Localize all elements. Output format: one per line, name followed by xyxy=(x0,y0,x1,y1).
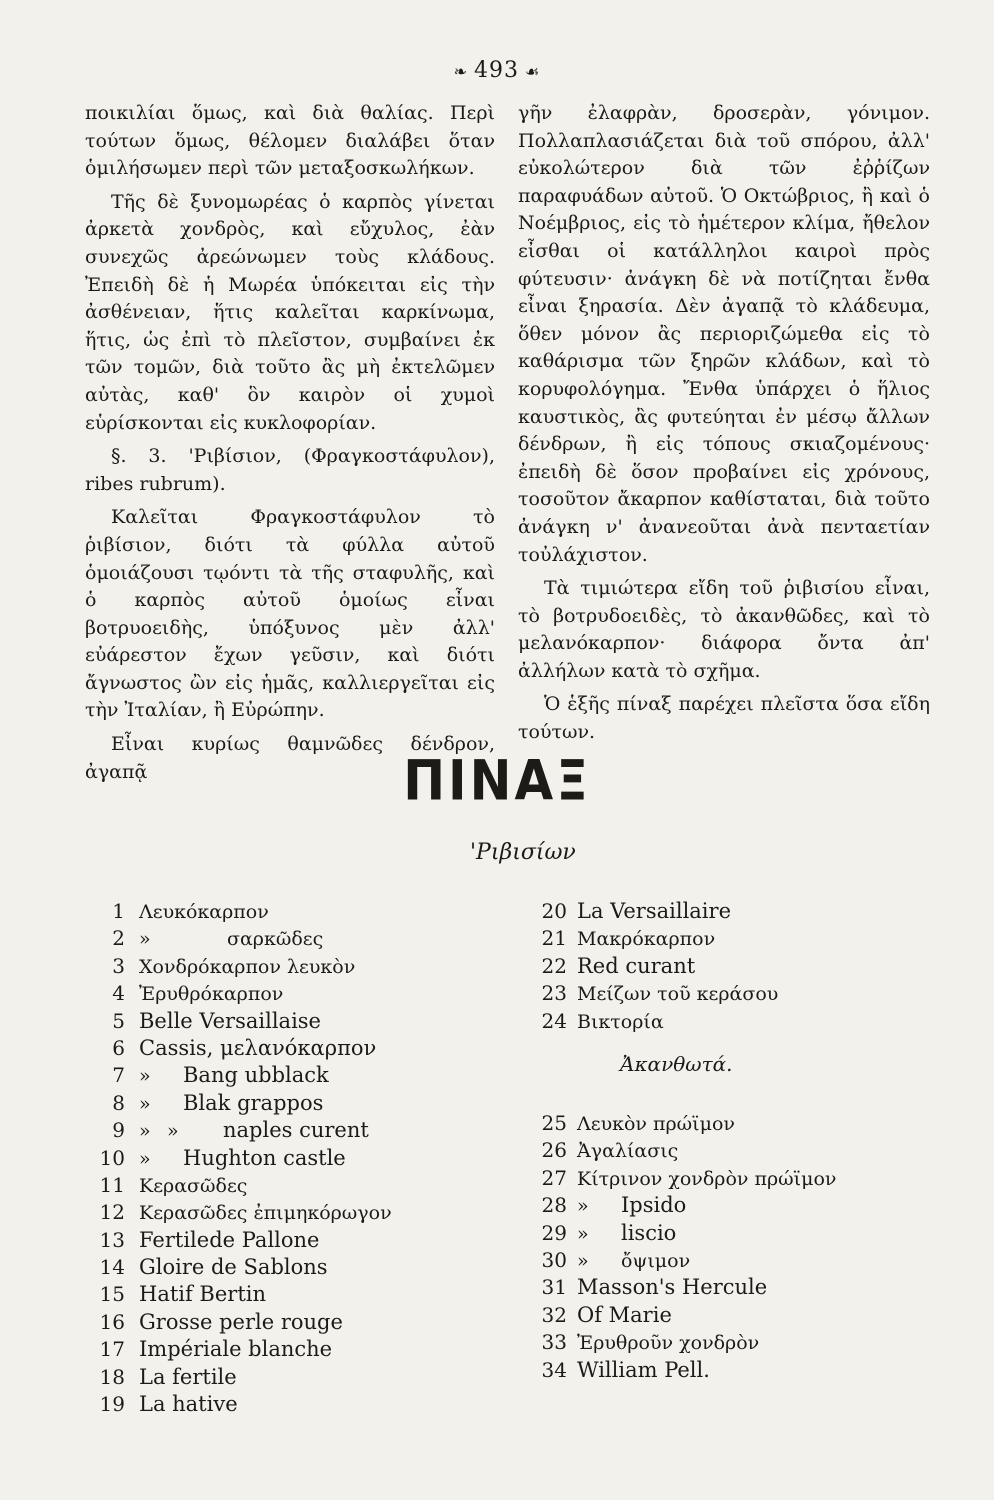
item-number: 6 xyxy=(112,1035,125,1060)
list-item xyxy=(533,898,963,925)
ornament-right-icon: ☙ xyxy=(525,62,541,81)
page-number: ❧ 493 ☙ xyxy=(453,58,541,83)
list-item xyxy=(533,1220,963,1247)
item-number: 2 xyxy=(112,926,125,951)
item-number: 18 xyxy=(99,1364,125,1389)
item-number: 19 xyxy=(99,1392,125,1417)
item-name: Λευκόκαρπον xyxy=(139,901,269,923)
item-name: Λευκὸν πρώϊμον xyxy=(577,1113,735,1135)
item-name: Hatif Bertin xyxy=(139,1282,267,1307)
list-item xyxy=(95,980,525,1007)
item-number: 28 xyxy=(541,1193,567,1218)
item-name: Red curant xyxy=(577,953,696,978)
list-item xyxy=(95,1391,525,1418)
ditto-mark: » xyxy=(139,1147,151,1170)
item-number: 5 xyxy=(112,1008,125,1033)
item-number: 8 xyxy=(112,1090,125,1115)
list-item xyxy=(95,1281,525,1308)
item-name: Μακρόκαρπον xyxy=(577,928,716,951)
item-number: 7 xyxy=(112,1063,125,1088)
variety-list-left xyxy=(95,898,525,1418)
item-number: 34 xyxy=(541,1357,567,1382)
item-name: La fertile xyxy=(139,1364,237,1389)
item-number: 14 xyxy=(99,1255,125,1280)
ditto-mark: » xyxy=(577,1249,589,1272)
item-number: 3 xyxy=(112,953,125,978)
item-number: 24 xyxy=(541,1008,567,1033)
item-name: Κερασῶδες xyxy=(139,1174,248,1197)
list-item xyxy=(533,1137,963,1164)
item-name: Ἐρυθροῦν χονδρὸν xyxy=(577,1332,760,1355)
table-title: ΠΙΝΑΞ xyxy=(403,749,591,813)
paragraph: Τῆς δὲ ξυνομωρέας ὁ καρπὸς γίνεται ἀρκετὰ χονδρὸς, καὶ εὔχυλος, ἐὰν συνεχῶς ἀρεώνωμεν τοὺς κλάδους. Ἐπειδὴ δὲ ἡ Μωρέα ὑπόκειται εἰς τὴν ἀσθένειαν, ἥτις καλεῖται καρκίνωμα, ἥτις, ὡς ἐπὶ τὸ πλεῖστον, συμβαίνει ἐκ τῶν τομῶν, διὰ τοῦτο ἂς μὴ ἐκτελῶμεν αὐτὰς, καθ' ὃν καιρὸν οἱ χυμοὶ εὑρίσκονται εἰς κυκλοφορίαν. xyxy=(85,190,495,434)
ditto-mark: » xyxy=(139,928,151,951)
list-item xyxy=(533,925,963,952)
list-item xyxy=(95,1309,525,1336)
list-item xyxy=(95,1364,525,1391)
item-name: Βικτορία xyxy=(577,1010,664,1033)
list-item xyxy=(95,1336,525,1363)
item-name: Masson's Hercule xyxy=(577,1275,768,1300)
list-item xyxy=(95,1145,525,1172)
list-item xyxy=(533,953,963,980)
list-item xyxy=(95,1035,525,1062)
item-name: Μείζων τοῦ κεράσου xyxy=(577,983,779,1006)
list-item xyxy=(533,1357,963,1384)
list-item xyxy=(95,1008,525,1035)
item-name: Κερασῶδες ἐπιμηκόρωγον xyxy=(139,1202,392,1225)
item-name: Hughton castle xyxy=(183,1145,346,1170)
paragraph: §. 3. 'Ριβίσιον, (Φραγκοστάφυλον), ribes rubrum). xyxy=(85,445,495,495)
table-subtitle: 'Ριβισίων xyxy=(470,840,576,865)
item-name: La hative xyxy=(139,1392,238,1417)
ornament-left-icon: ❧ xyxy=(453,62,469,81)
ditto-mark: » xyxy=(577,1222,589,1245)
list-item xyxy=(95,898,525,925)
item-name: Χονδρόκαρπον λευκὸν xyxy=(139,955,356,978)
left-column xyxy=(85,100,495,786)
ditto-mark: » xyxy=(139,1092,151,1115)
list-item xyxy=(533,1274,963,1301)
item-number: 15 xyxy=(99,1282,125,1307)
ditto-mark: » xyxy=(167,1120,179,1143)
paragraph: Καλεῖται Φραγκοστάφυλον τὸ ῥιβίσιον, διότι τὰ φύλλα αὐτοῦ ὁμοιάζουσι τῳόντι τὰ τῆς σταφυλῆς, καὶ ὁ καρπὸς αὐτοῦ ὁμοίως εἶναι βοτρυοειδὴς, ὑπόξυνος μὲν ἀλλ' εὐάρεστον ἔχων γεῦσιν, καὶ διότι ἄγνωστος ὢν εἰς ἡμᾶς, καλλιεργεῖται εἰς τὴν Ἰταλίαν, ἢ Εὐρώπην. xyxy=(85,506,495,722)
list-item xyxy=(533,1192,963,1219)
item-number: 27 xyxy=(541,1165,567,1190)
list-item xyxy=(533,1247,963,1274)
section-heading-thorny: Ἀκανθωτά. xyxy=(620,1052,733,1076)
list-item xyxy=(533,1329,963,1356)
ditto-mark: » xyxy=(139,1120,151,1143)
item-name: σαρκῶδες xyxy=(227,928,324,951)
item-number: 23 xyxy=(541,981,567,1006)
list-item xyxy=(533,1110,963,1137)
item-name: Fertilede Pallone xyxy=(139,1227,320,1252)
item-number: 26 xyxy=(541,1138,567,1163)
list-item xyxy=(533,1165,963,1192)
item-name: ὄψιμον xyxy=(621,1249,691,1272)
item-number: 30 xyxy=(541,1247,567,1272)
paragraph: γῆν ἐλαφρὰν, δροσερὰν, γόνιμον. Πολλαπλασιάζεται διὰ τοῦ σπόρου, ἀλλ' εὐκολώτερον διὰ τῶν ἐῤῥίζων παραφυάδων αὐτοῦ. Ὁ Οκτώβριος, ἢ καὶ ὁ Νοέμβριος, εἰς τὸ ἡμέτερον κλίμα, ἤθελον εἶσθαι οἱ κατάλληλοι καιροὶ πρὸς φύτευσιν· ἀνάγκη δὲ νὰ ποτίζηται ἔνθα εἶναι ξηρασία. Δὲν ἀγαπᾷ τὸ κλάδευμα, ὅθεν μόνον ἂς περιοριζώμεθα εἰς τὸ καθάρισμα τῶν ξηρῶν κλάδων, καὶ τὸ κορυφολόγημα. Ἔνθα ὑπάρχει ὁ ἥλιος καυστικὸς, ἂς φυτεύηται ἐν μέσῳ ἄλλων δένδρων, ἢ εἰς τόπους σκιαζομένους· ἐπειδὴ δὲ ὅσον προβαίνει εἰς χρόνους, τοσοῦτον ἄκαρπον καθίσταται, διὰ τοῦτο ἀνάγκη ν' ἀνανεοῦται ἀνὰ πενταετίαν τοὐλάχιστον. xyxy=(518,102,930,566)
list-item xyxy=(95,1199,525,1226)
list-item xyxy=(95,1172,525,1199)
item-number: 12 xyxy=(99,1200,125,1225)
item-number: 10 xyxy=(99,1145,125,1170)
list-item xyxy=(95,1227,525,1254)
item-name: Impériale blanche xyxy=(139,1337,333,1362)
right-column xyxy=(518,100,930,747)
item-number: 9 xyxy=(112,1118,125,1143)
list-item xyxy=(533,1302,963,1329)
variety-list-right xyxy=(533,898,963,1035)
list-item xyxy=(533,1008,963,1035)
ditto-mark: » xyxy=(577,1195,589,1218)
list-item xyxy=(95,1117,525,1144)
item-number: 22 xyxy=(541,953,567,978)
paragraph: Ὁ ἑξῆς πίναξ παρέχει πλεῖστα ὅσα εἴδη τούτων. xyxy=(518,693,930,744)
variety-list-thorny xyxy=(533,1110,963,1384)
item-name: Ἀγαλίασις xyxy=(577,1140,679,1163)
item-number: 16 xyxy=(99,1309,125,1334)
item-name: Belle Versaillaise xyxy=(139,1008,321,1033)
item-name: Of Marie xyxy=(577,1302,672,1327)
ditto-mark: » xyxy=(139,1065,151,1088)
paragraph: ποικιλίαι ὅμως, καὶ διὰ θαλίας. Περὶ τούτων ὅμως, θέλομεν διαλάβει ὅταν ὁμιλήσωμεν περὶ τῶν μεταξοσκωλήκων. xyxy=(85,102,495,180)
item-number: 21 xyxy=(541,926,567,951)
item-name: Bang ubblack xyxy=(183,1063,329,1088)
list-item xyxy=(95,953,525,980)
item-name: Cassis, μελανόκαρπον xyxy=(139,1035,377,1060)
item-name: Ἐρυθρόκαρπον xyxy=(139,983,284,1006)
list-item xyxy=(95,1090,525,1117)
item-number: 31 xyxy=(541,1275,567,1300)
paragraph: Εἶναι κυρίως θαμνῶδες δένδρον, ἀγαπᾷ xyxy=(85,733,495,783)
item-number: 4 xyxy=(112,981,125,1006)
item-name: Ipsido xyxy=(621,1193,687,1218)
item-number: 25 xyxy=(541,1111,567,1135)
item-name: La Versaillaire xyxy=(577,899,731,923)
item-number: 1 xyxy=(112,899,125,923)
item-name: Gloire de Sablons xyxy=(139,1255,328,1280)
list-item xyxy=(95,925,525,952)
item-name: Grosse perle rouge xyxy=(139,1309,343,1334)
item-number: 29 xyxy=(541,1220,567,1245)
item-name: Κίτρινον χονδρὸν πρώϊμον xyxy=(577,1167,837,1190)
item-number: 11 xyxy=(99,1172,125,1197)
item-name: naples curent xyxy=(223,1118,369,1143)
item-number: 20 xyxy=(541,899,567,923)
item-number: 33 xyxy=(541,1330,567,1355)
paragraph: Τὰ τιμιώτερα εἴδη τοῦ ῥιβισίου εἶναι, τὸ βοτρυδοειδὲς, τὸ ἀκανθῶδες, καὶ τὸ μελανόκαρπον· διάφορα ὄντα ἀπ' ἀλλήλων κατὰ τὸ σχῆμα. xyxy=(518,577,930,682)
item-number: 32 xyxy=(541,1302,567,1327)
item-number: 17 xyxy=(99,1337,125,1362)
list-item xyxy=(95,1254,525,1281)
list-item xyxy=(533,980,963,1007)
item-name: Blak grappos xyxy=(183,1090,324,1115)
item-number: 13 xyxy=(99,1227,125,1252)
item-name: liscio xyxy=(621,1220,677,1245)
item-name: William Pell. xyxy=(577,1357,710,1382)
list-item xyxy=(95,1062,525,1089)
